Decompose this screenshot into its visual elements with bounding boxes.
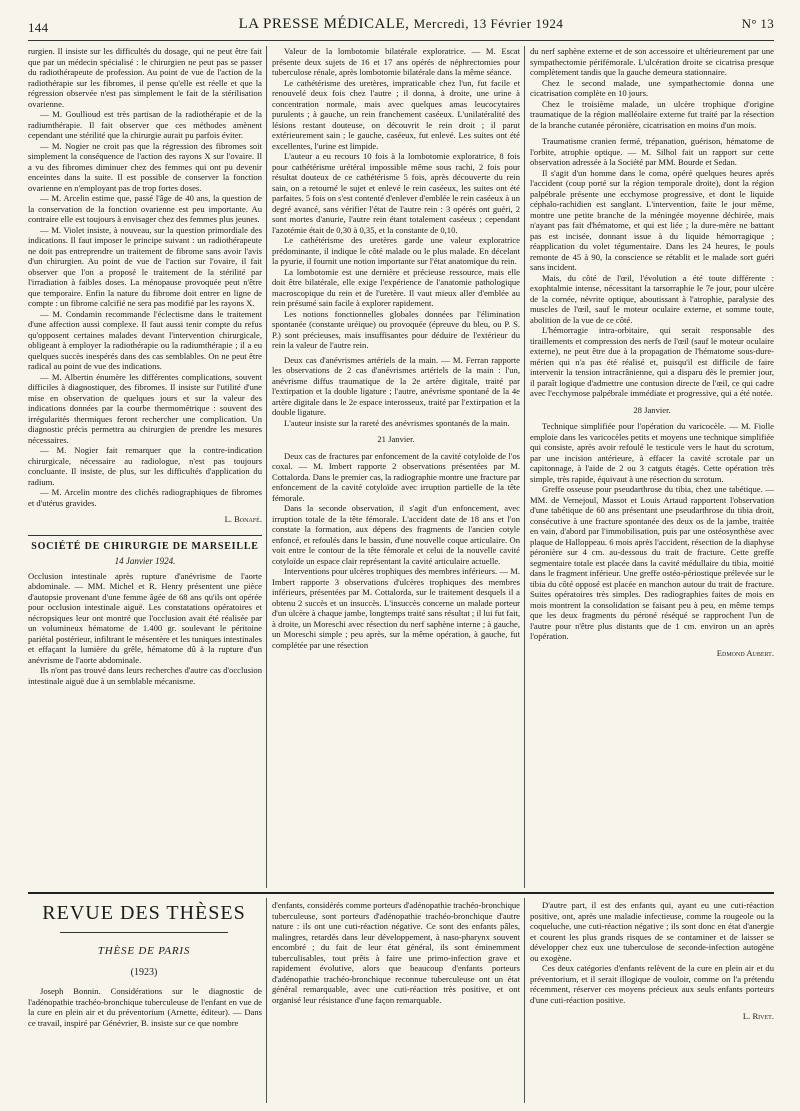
revue-column-2 xyxy=(272,900,520,1100)
col2-paragraph: Valeur de la lombotomie bilatérale exploratrice. — M. Escat présente deux sujets de 16 et 17 ans opérés de néphrectomies pour tuberculose rénale, après lombotomie bilatérale dans la même séance. xyxy=(272,46,520,77)
col3-paragraph: Il s'agit d'un homme dans le coma, opéré quelques heures après l'accident (coup porté sur la région temporale droite), dont la région palpébrale présente une ecchymose progressive, et dont le liquide céphalo-rachidien est sanglant. L'intervention, faite le jour même, montre une petite branche de la méningée moyenne déchirée, mais n'ayant pas fait d'hématome, et qui est liée ; la dure-mère ne battant pas est incisée, donnant issue à du liquide hémorragique ; réapplication du volet tégumentaire. Dans les 24 heures, le pouls remonte de 45 à 90, la conscience se rétablit et le malade sort guéri sans incident. xyxy=(530,167,774,272)
col1-paragraph: Ils n'ont pas trouvé dans leurs recherches d'autre cas d'occlusion intestinale aiguë due à un semblable mécanisme. xyxy=(28,665,262,686)
col2-paragraph: La lombotomie est une dernière et précieuse ressource, mais elle doit être bilatérale, elle exige l'expérience de l'anatomie pathologique macroscopique du rein et de l'uretère. Il vaut mieux aller d'emblée au rein présumé sain facile à explorer rapidement. xyxy=(272,266,520,308)
signature: L. Rivet. xyxy=(742,1011,774,1021)
col2-paragraph: Interventions pour ulcères trophiques des membres inférieurs. — M. Imbert rapporte 3 observations d'ulcères trophiques des membres inférieurs, présentées par M. Cottalorda, sur le traitement desquels il a obtenu 2 succès et un insuccès. L'insuccès concerne un malade porteur d'un ulcère à chaque jambe, longtemps traité sans résultat ; il lui fut fait, à droite, un Moreschi avec résection du nerf saphène interne ; à gauche, un Moreschi simple ; peu après, sur la même opération, à gauche, fut complétée par une résection xyxy=(272,566,520,650)
issue-number: N° 13 xyxy=(741,16,774,31)
revue-paragraph: Joseph Bonnin. Considérations sur le diagnostic de l'adénopathie trachéo-bronchique tuberculeuse de l'enfant en vue de la cure en plein air et du préventorium (Arnette, éditeur). — Dans ce travail, inspiré par Génévrier, B. insiste sur ce que nombre xyxy=(28,986,262,1028)
column-divider xyxy=(266,898,267,1103)
col1-paragraph: — M. Nogier fait remarquer que la contre-indication chirurgicale, nécessaire au radiologue, n'est pas toujours concluante. Il insiste, de plus, sur les difficultés d'application du radium. xyxy=(28,445,262,487)
title-underline xyxy=(60,932,228,933)
col1-paragraph: — M. Violet insiste, à nouveau, sur la question primordiale des indications. Il faut imposer le principe suivant : un radiothérapeute ne doit pas entreprendre un traitement de fibrome sans avoir l'avis d'un chirurgien. Au point de vue de l'action sur l'ovaire, il fait observer que l'on a proposé le traitement de la stérilité par l'irradiation à faibles doses. La ménopause provoquée peut n'être que temporaire. Enfin la nature du fibrome doit entrer en ligne de compte : un fibrome calcifié ne sera pas modifié par les rayons X. xyxy=(28,224,262,308)
col2-paragraph: Deux cas d'anévrismes artériels de la main. — M. Ferran rapporte les observations de 2 cas d'anévrismes artériels de la main : l'un, anévrisme diffus traumatique de la 2e artère digitale, traité par l'extirpation et la double ligature ; l'autre, anévrisme spontané de la 4e artère digitale dans le 2e espace interosseux, traité par l'extirpation et la double ligature. xyxy=(272,354,520,417)
col1-paragraph: — M. Arcelin estime que, passé l'âge de 40 ans, la question de la conservation de la fonction ovarienne est peu importante. Au contraire elle est toujours à envisager chez des femmes plus jeunes. xyxy=(28,193,262,224)
column-3 xyxy=(530,46,774,888)
revue-paragraph: D'autre part, il est des enfants qui, ayant eu une cuti-réaction positive, ont, après une maladie infectieuse, comme la rougeole ou la coqueluche, une cuti-réaction négative ; ils sont donc en état d'anergie et courent les plus grands risques de se contaminer et de laisser se développer chez eux une tuberculose de seconde-infection autogène ou exogène. xyxy=(530,900,774,963)
column-1 xyxy=(28,46,262,888)
col1-paragraph: — M. Condamin recommande l'éclectisme dans le traitement d'une affection aussi complexe. Il faut aussi tenir compte du refus qu'opposent certaines malades devant l'intervention chirurgicale, obligeant à employer la radiothérapie ou la radiumthérapie ; il a eu quelques succès inespérés dans des cas semblables. On ne peut être radical au point de vue des indications. xyxy=(28,308,262,371)
revue-column-3 xyxy=(530,900,774,1105)
column-divider xyxy=(524,898,525,1103)
thesis-heading: THÈSE DE PARIS xyxy=(97,945,191,957)
col3-paragraph: Chez le troisième malade, un ulcère trophique d'origine traumatique de la région malléolaire externe fut traité par la résection de la branche cutanée péronière, cicatrisation en moins d'un mois. xyxy=(530,98,774,130)
col3-paragraph: du nerf saphène externe et de son accessoire et ultérieurement par une sympathectomie périfémorale. L'ulcération droite se cicatrisa presque complètement tandis que la gauche demeura stationnaire. xyxy=(530,46,774,77)
section-rule xyxy=(28,892,774,894)
col1-paragraph: rurgien. Il insiste sur les difficultés du dosage, qui ne peut être fait que par un médecin spécialisé : le chirurgien ne peut pas se passer du radiothérapeute de profession. Au point de vue de l'action de la radiothérapie sur les fibromes, il pense qu'elle est réelle et que la régression observée n'est pas simplement le fait de la stérilisation ovarienne. xyxy=(28,46,262,109)
col1-paragraph: — M. Arcelin montre des clichés radiographiques de fibromes et d'utérus gravides. xyxy=(28,487,262,508)
col2-paragraph: L'auteur a eu recours 10 fois à la lombotomie exploratrice, 8 fois pour cathétérisme urétéral impossible même sous rachi, 2 fois pour résultat douteux de ce cathétérisme 5 fois, après découverte du rein sain, on a retourné le sujet et enlevé le rein caséeux, les suites ont été parfaites. 5 fois on s'est contenté d'enlever d'emblée le rein caséeux à un degré avancé, sans vérifier l'état de l'autre rein : 3 opérés ont guéri, 2 sont mortes d'anurie, l'autre rein étant totalement caséeux ; cependant l'azotémie était de 0,30 à 0,35, et la constante de 0,10. xyxy=(272,151,520,235)
signature: L. Bonafé. xyxy=(224,514,262,524)
col3-paragraph: Traumatisme cranien fermé, trépanation, guérison, hématome de l'orbite, atrophie optique. — M. Silhol fait un rapport sur cette observation adressée à la Société par MM. Bourde et Sedan. xyxy=(530,136,774,167)
revue-column-1 xyxy=(28,986,262,1098)
column-divider xyxy=(266,46,267,888)
section-date: 28 Janvier. xyxy=(633,404,671,415)
revue-title: REVUE DES THÈSES xyxy=(42,902,246,924)
col2-paragraph: L'auteur insiste sur la rareté des anévrismes spontanés de la main. xyxy=(284,417,510,428)
col2-paragraph: Dans la seconde observation, il s'agit d'un enfoncement, avec irruption totale de la tête fémorale. L'accident date de 18 ans et l'on constate la formation, aux dépens des fragments de l'ancien cotyle enfoncé, et refoulés dans le bassin, d'une nouvelle coque articulaire. On voit entre le contour de la tête fémorale et celui de la nouvelle cavité cotyloïde un espace clair représentant la cavité articulaire actuelle. xyxy=(272,503,520,566)
col3-paragraph: Greffe osseuse pour pseudarthrose du tibia, chez une tabétique. — MM. de Vernejoul, Massot et Louis Artaud rapportent l'observation d'une tabétique de 60 ans présentant une pseudarthrose du tibia droit, consécutive à une fracture spontanée des deux os de la jambe, traitée en vain, d'abord par l'immobilisation, puis par une ostéosynthèse avec plaque de Halloppeau. 6 mois après l'accident, résection de la diaphyse péronière sur 4 cm. au-dessous du trait de fracture. Cette greffe segmentaire totale est placée dans la cavité médullaire du tibia, moitié dans le fragment inférieur. Une greffe ostéo-périostique prélevée sur le tibia du côté opposé est placée en manchon autour du trait de fracture. Suites opératoires très simples. Des radiographies faites de mois en mois montrent la consolidation se faisant peu à peu, en même temps que les deux fragments du péroné réséqué se rapprochent l'un de l'autre pour n'être plus distants que de 1 cm. environ un an après l'opération. xyxy=(530,484,774,641)
issue-date: Mercredi, 13 Février 1924 xyxy=(413,16,564,31)
col2-paragraph: Les notions fonctionnelles globales données par l'élimination spontanée (constante uréique) ou provoquée (épreuve du bleu, ou P. S. P.) sont précieuses, mais insuffisantes pour déduire de l'extérieur du rein la valeur de l'autre rein. xyxy=(272,308,520,350)
header-rule xyxy=(28,40,774,41)
running-head xyxy=(28,16,774,38)
col3-paragraph: Mais, du côté de l'œil, l'évolution a été toute différente : exophtalmie intense, nécessitant la tarsorraphie le 7e jour, pour ulcère de la cornée, névrite optique, aboutissant à l'atrophie, paralysie des muscles de l'œil, sauf le moteur oculaire externe, et somme toute, abolition de la vue de ce côté. xyxy=(530,272,774,325)
col2-paragraph: Le cathétérisme des uretères, impraticable chez l'un, fut facile et renouvelé deux fois chez l'autre ; il donna, à droite, une urine à concentration normale, mais avec quelques amas leucocytaires purulents ; à gauche, un rein franchement caséeux. L'unilatéralité des lésions restant douteuse, on découvrit le rein droit ; il parut extérieurement sain ; le gauche, caséeux, fut enlevé. Les suites ont été excellentes, l'urine est limpide. xyxy=(272,77,520,151)
journal-name: LA PRESSE MÉDICALE, xyxy=(238,16,410,32)
section-date: 14 Janvier 1924. xyxy=(114,556,176,566)
col1-paragraph: Occlusion intestinale après rupture d'anévrisme de l'aorte abdominale. — MM. Michel et R. Henry présentent une pièce d'autopsie provenant d'une femme âgée de 68 ans qu'ils ont opérée pour occlusion intestinale aiguë. Les constatations opératoires et nécropsiques leur ont montré que l'occlusion avait été réalisée par un volumineux hématome de 1.400 gr. soulevant le péritoine pariétal postérieur, infiltrant le mésentère et les tuniques intestinales et effaçant la lumière du grêle, hématome dû à la rupture d'un anévrisme de l'aorte abdominale. xyxy=(28,570,262,665)
column-2 xyxy=(272,46,520,888)
col2-paragraph: Le cathétérisme des uretères garde une valeur exploratrice prédominante, il indique le côté malade ou le plus malade. En décelant la pyurie, il fournit une notion importante sur l'état anatomique du rein. xyxy=(272,235,520,266)
page-number: 144 xyxy=(28,20,49,35)
signature: Edmond Aubert. xyxy=(716,647,774,658)
section-date: 21 Janvier. xyxy=(377,434,415,444)
col1-paragraph: — M. Goullioud est très partisan de la radiothérapie et de la radiumthérapie. Il fait observer que ces méthodes amènent cependant une stérilité que la chirurgie aurait pu parfois éviter. xyxy=(28,109,262,140)
revue-paragraph: Ces deux catégories d'enfants relèvent de la cure en plein air et du préventorium, et il serait illogique de vouloir, comme on l'a prétendu récemment, réserver ces moyens précieux aux seuls enfants porteurs d'une cuti-réaction positive. xyxy=(530,963,774,1005)
col1-paragraph: — M. Nogier ne croit pas que la régression des fibromes soit simplement la conséquence de l'action des rayons X sur l'ovaire. Il a vu des fibromes diminuer chez des femmes qui ont pu devenir enceintes dans la suite. Il est possible de conserver la fonction ovarienne en n'employant pas de trop fortes doses. xyxy=(28,140,262,193)
section-title: SOCIÉTÉ DE CHIRURGIE DE MARSEILLE xyxy=(28,535,262,553)
col3-paragraph: Technique simplifiée pour l'opération du varicocèle. — M. Fiolle emploie dans les varicocèles petits et moyens une technique simplifiée qui consiste, après avoir refoulé le testicule vers le haut du scrotum, par une incision antérieure, à effacer la cavité scrotale par un capitonnage, à l'aide de 2 ou 3 catguts étagés. Cette opération très simple, très rapide, équivaut à une résection du scrotum. xyxy=(530,421,774,484)
revue-paragraph: d'enfants, considérés comme porteurs d'adénopathie trachéo-bronchique tuberculeuse, sont porteurs d'adénopathie trachéo-bronchique d'autre nature : ils ont une cuti-réaction négative. Ce sont des enfants pâles, malingres, retardés dans leur développement, à naso-pharynx souvent encombré ; du fait de leur état général, ils sont éminemment tuberculisables, tout prêts à faire une primo-infection grave et rapidement évolutive, alors que beaucoup d'enfants porteurs d'adénopathie trachéo-bronchique reconnue tuberculeuse ont un état général remarquable, avec une cuti-réaction très positive, et ont organisé leur résistance d'une façon remarquable. xyxy=(272,900,520,1005)
col3-paragraph: L'hémorragie intra-orbitaire, qui serait responsable des tiraillements et compression des nerfs de l'œil (sauf le moteur oculaire externe), ne peut être due à la propagation de l'hématome sous-dure-mérien qui n'a pas été réalisé et, puisqu'il est difficile de faire intervenir la tension intracrânienne, qui a disparu dès le premier jour, il paraît logique d'admettre une contusion directe de l'œil, ce qui cadre avec l'ecchymose palpébrale immédiate et progressive, qui a été notée. xyxy=(530,325,774,398)
col2-paragraph: Deux cas de fractures par enfoncement de la cavité cotyloïde de l'os coxal. — M. Imbert rapporte 2 observations présentées par M. Cottalorda. Dans le premier cas, la radiographie montre une fracture par enfoncement de la cavité cotyloïde avec irruption partielle de la tête fémorale. xyxy=(272,450,520,503)
col3-paragraph: Chez le second malade, une sympathectomie donna une cicatrisation complète en 10 jours. xyxy=(530,77,774,98)
journal-title-line xyxy=(28,16,774,33)
col1-paragraph: — M. Albertin énumère les différentes complications, souvent difficiles à diagnostiquer, des fibromes. Il insiste sur l'utilité d'une mise en observation de quelques jours et sur la valeur des indications données par la courbe thermométrique : souvent des irrégularités thermiques feront rechercher une complication. Un diagnostic précis permettra au chirurgien de prendre les mesures nécessaires. xyxy=(28,371,262,445)
column-divider xyxy=(524,46,525,888)
thesis-year: (1923) xyxy=(130,967,158,978)
